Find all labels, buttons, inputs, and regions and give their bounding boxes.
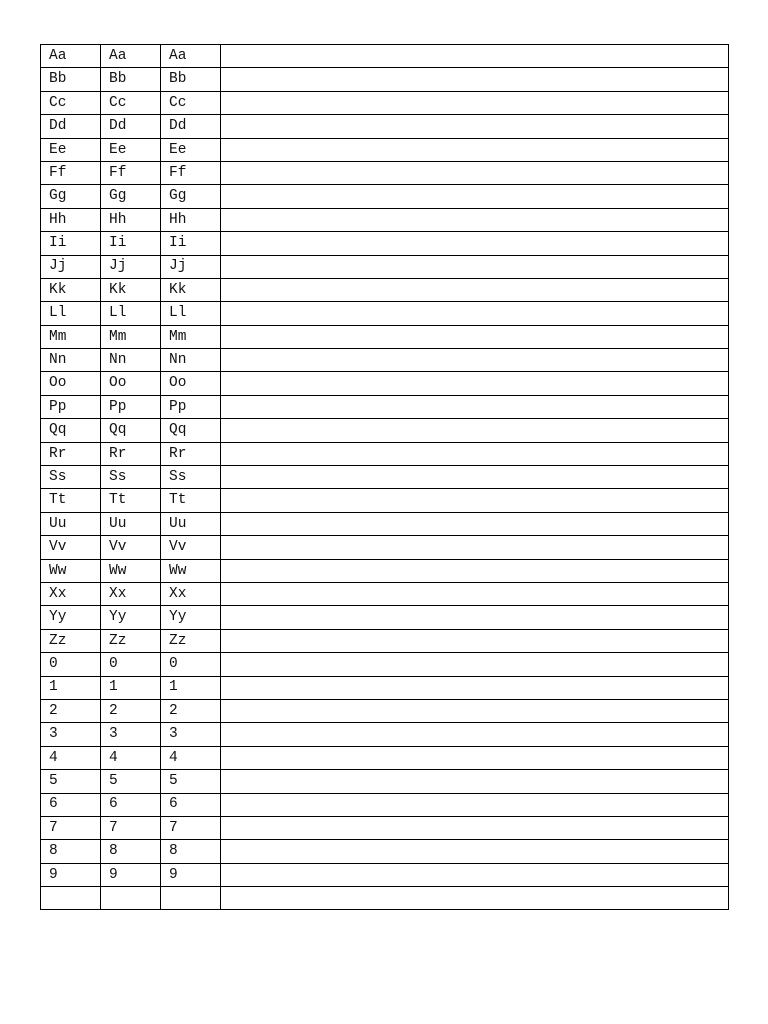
table-cell: 8 xyxy=(161,840,221,863)
practice-writing-cell xyxy=(221,770,729,793)
table-row xyxy=(41,512,729,535)
table-cell: Pp xyxy=(41,395,101,418)
practice-writing-cell xyxy=(221,466,729,489)
table-cell xyxy=(161,887,221,910)
table-cell: 0 xyxy=(101,653,161,676)
practice-writing-cell xyxy=(221,559,729,582)
table-row xyxy=(41,91,729,114)
table-cell: Jj xyxy=(41,255,101,278)
table-cell: Rr xyxy=(41,442,101,465)
table-cell: Rr xyxy=(161,442,221,465)
table-cell: Ss xyxy=(101,466,161,489)
table-row xyxy=(41,559,729,582)
practice-writing-cell xyxy=(221,208,729,231)
table-cell: Gg xyxy=(101,185,161,208)
table-cell: Cc xyxy=(101,91,161,114)
table-cell: Ee xyxy=(41,138,101,161)
table-cell: Ff xyxy=(41,161,101,184)
table-cell: Oo xyxy=(101,372,161,395)
table-cell: Mm xyxy=(41,325,101,348)
table-cell xyxy=(101,887,161,910)
table-row xyxy=(41,746,729,769)
table-cell: 5 xyxy=(101,770,161,793)
table-row xyxy=(41,138,729,161)
table-cell: 3 xyxy=(41,723,101,746)
practice-writing-cell xyxy=(221,91,729,114)
table-cell: Kk xyxy=(41,278,101,301)
table-cell: Ww xyxy=(161,559,221,582)
table-cell: Vv xyxy=(101,536,161,559)
table-cell: Qq xyxy=(41,419,101,442)
practice-writing-cell xyxy=(221,325,729,348)
table-cell: Yy xyxy=(161,606,221,629)
table-cell xyxy=(41,887,101,910)
table-row xyxy=(41,699,729,722)
table-cell: Cc xyxy=(41,91,101,114)
table-cell: 2 xyxy=(161,699,221,722)
table-cell: Ww xyxy=(101,559,161,582)
table-cell: Uu xyxy=(101,512,161,535)
table-cell: Ee xyxy=(161,138,221,161)
table-cell: Yy xyxy=(41,606,101,629)
table-cell: 4 xyxy=(101,746,161,769)
practice-writing-cell xyxy=(221,45,729,68)
table-cell: 8 xyxy=(101,840,161,863)
table-row xyxy=(41,536,729,559)
practice-writing-cell xyxy=(221,302,729,325)
practice-writing-cell xyxy=(221,115,729,138)
table-cell: 6 xyxy=(41,793,101,816)
table-cell: Zz xyxy=(101,629,161,652)
table-row xyxy=(41,840,729,863)
table-cell: Qq xyxy=(161,419,221,442)
table-row xyxy=(41,115,729,138)
table-cell: Uu xyxy=(161,512,221,535)
table-cell: Ww xyxy=(41,559,101,582)
table-cell: Dd xyxy=(101,115,161,138)
table-cell: 3 xyxy=(161,723,221,746)
practice-writing-cell xyxy=(221,68,729,91)
table-row xyxy=(41,255,729,278)
table-row xyxy=(41,68,729,91)
table-cell: Mm xyxy=(101,325,161,348)
table-body xyxy=(41,45,729,910)
practice-writing-cell xyxy=(221,536,729,559)
table-cell: Yy xyxy=(101,606,161,629)
practice-writing-cell xyxy=(221,840,729,863)
table-cell: Bb xyxy=(161,68,221,91)
table-cell: 3 xyxy=(101,723,161,746)
table-cell: 0 xyxy=(41,653,101,676)
table-row xyxy=(41,887,729,910)
practice-writing-cell xyxy=(221,793,729,816)
table-cell: Xx xyxy=(41,582,101,605)
table-cell: 5 xyxy=(161,770,221,793)
table-cell: Xx xyxy=(101,582,161,605)
table-row xyxy=(41,582,729,605)
table-row xyxy=(41,419,729,442)
table-cell: 2 xyxy=(41,699,101,722)
table-row xyxy=(41,466,729,489)
table-cell: Tt xyxy=(161,489,221,512)
table-cell: Jj xyxy=(101,255,161,278)
table-cell: Ii xyxy=(41,232,101,255)
table-cell: Ff xyxy=(101,161,161,184)
table-cell: 7 xyxy=(161,816,221,839)
table-cell: 9 xyxy=(41,863,101,886)
table-row xyxy=(41,278,729,301)
table-row xyxy=(41,442,729,465)
table-cell: Ee xyxy=(101,138,161,161)
table-cell: Kk xyxy=(161,278,221,301)
table-row xyxy=(41,676,729,699)
table-cell: Cc xyxy=(161,91,221,114)
table-cell: 0 xyxy=(161,653,221,676)
table-cell: Hh xyxy=(41,208,101,231)
table-cell: Vv xyxy=(161,536,221,559)
practice-writing-cell xyxy=(221,138,729,161)
table-cell: Bb xyxy=(41,68,101,91)
practice-writing-cell xyxy=(221,816,729,839)
table-cell: 7 xyxy=(41,816,101,839)
table-cell: 6 xyxy=(101,793,161,816)
table-cell: Jj xyxy=(161,255,221,278)
table-row xyxy=(41,302,729,325)
practice-table xyxy=(40,44,729,910)
table-row xyxy=(41,863,729,886)
table-cell: Oo xyxy=(41,372,101,395)
practice-writing-cell xyxy=(221,676,729,699)
table-cell: Hh xyxy=(161,208,221,231)
table-cell: 2 xyxy=(101,699,161,722)
table-cell: Ss xyxy=(161,466,221,489)
table-cell: Pp xyxy=(161,395,221,418)
table-cell: Tt xyxy=(41,489,101,512)
table-cell: Aa xyxy=(161,45,221,68)
table-cell: 9 xyxy=(101,863,161,886)
table-cell: Uu xyxy=(41,512,101,535)
table-cell: Vv xyxy=(41,536,101,559)
practice-writing-cell xyxy=(221,419,729,442)
table-row xyxy=(41,372,729,395)
table-row xyxy=(41,770,729,793)
table-row xyxy=(41,232,729,255)
practice-writing-cell xyxy=(221,723,729,746)
table-cell: Ii xyxy=(101,232,161,255)
table-cell: Qq xyxy=(101,419,161,442)
table-row xyxy=(41,489,729,512)
practice-writing-cell xyxy=(221,185,729,208)
table-cell: Ff xyxy=(161,161,221,184)
practice-writing-cell xyxy=(221,699,729,722)
table-cell: Ii xyxy=(161,232,221,255)
table-row xyxy=(41,653,729,676)
practice-writing-cell xyxy=(221,582,729,605)
table-cell: Tt xyxy=(101,489,161,512)
table-cell: Xx xyxy=(161,582,221,605)
table-row xyxy=(41,325,729,348)
table-row xyxy=(41,185,729,208)
table-cell: 7 xyxy=(101,816,161,839)
table-cell: 5 xyxy=(41,770,101,793)
practice-writing-cell xyxy=(221,606,729,629)
table-cell: 4 xyxy=(161,746,221,769)
table-cell: Dd xyxy=(41,115,101,138)
table-cell: Nn xyxy=(101,349,161,372)
table-cell: Nn xyxy=(41,349,101,372)
table-row xyxy=(41,395,729,418)
table-cell: 8 xyxy=(41,840,101,863)
table-cell: 1 xyxy=(41,676,101,699)
table-cell: Rr xyxy=(101,442,161,465)
practice-writing-cell xyxy=(221,489,729,512)
practice-writing-cell xyxy=(221,161,729,184)
table-cell: Zz xyxy=(161,629,221,652)
table-row xyxy=(41,816,729,839)
practice-writing-cell xyxy=(221,512,729,535)
table-cell: Zz xyxy=(41,629,101,652)
table-cell: Ll xyxy=(101,302,161,325)
table-row xyxy=(41,793,729,816)
table-cell: Mm xyxy=(161,325,221,348)
table-cell: Hh xyxy=(101,208,161,231)
table-cell: 1 xyxy=(161,676,221,699)
table-cell: Nn xyxy=(161,349,221,372)
practice-writing-cell xyxy=(221,629,729,652)
table-cell: Ss xyxy=(41,466,101,489)
table-row xyxy=(41,629,729,652)
table-cell: 6 xyxy=(161,793,221,816)
table-row xyxy=(41,349,729,372)
table-cell: Aa xyxy=(101,45,161,68)
table-cell: Gg xyxy=(41,185,101,208)
practice-writing-cell xyxy=(221,278,729,301)
table-row xyxy=(41,161,729,184)
practice-writing-cell xyxy=(221,255,729,278)
table-row xyxy=(41,45,729,68)
practice-writing-cell xyxy=(221,863,729,886)
practice-writing-cell xyxy=(221,653,729,676)
table-row xyxy=(41,723,729,746)
table-row xyxy=(41,208,729,231)
practice-writing-cell xyxy=(221,442,729,465)
practice-writing-cell xyxy=(221,395,729,418)
table-cell: Ll xyxy=(161,302,221,325)
table-cell: Gg xyxy=(161,185,221,208)
practice-writing-cell xyxy=(221,349,729,372)
table-cell: Kk xyxy=(101,278,161,301)
table-cell: Ll xyxy=(41,302,101,325)
table-cell: Aa xyxy=(41,45,101,68)
table-cell: 9 xyxy=(161,863,221,886)
table-cell: 4 xyxy=(41,746,101,769)
table-cell: Oo xyxy=(161,372,221,395)
practice-writing-cell xyxy=(221,372,729,395)
table-row xyxy=(41,606,729,629)
table-cell: Dd xyxy=(161,115,221,138)
table-cell: Pp xyxy=(101,395,161,418)
table-cell: 1 xyxy=(101,676,161,699)
practice-writing-cell xyxy=(221,746,729,769)
practice-writing-cell xyxy=(221,232,729,255)
practice-writing-cell xyxy=(221,887,729,910)
table-cell: Bb xyxy=(101,68,161,91)
